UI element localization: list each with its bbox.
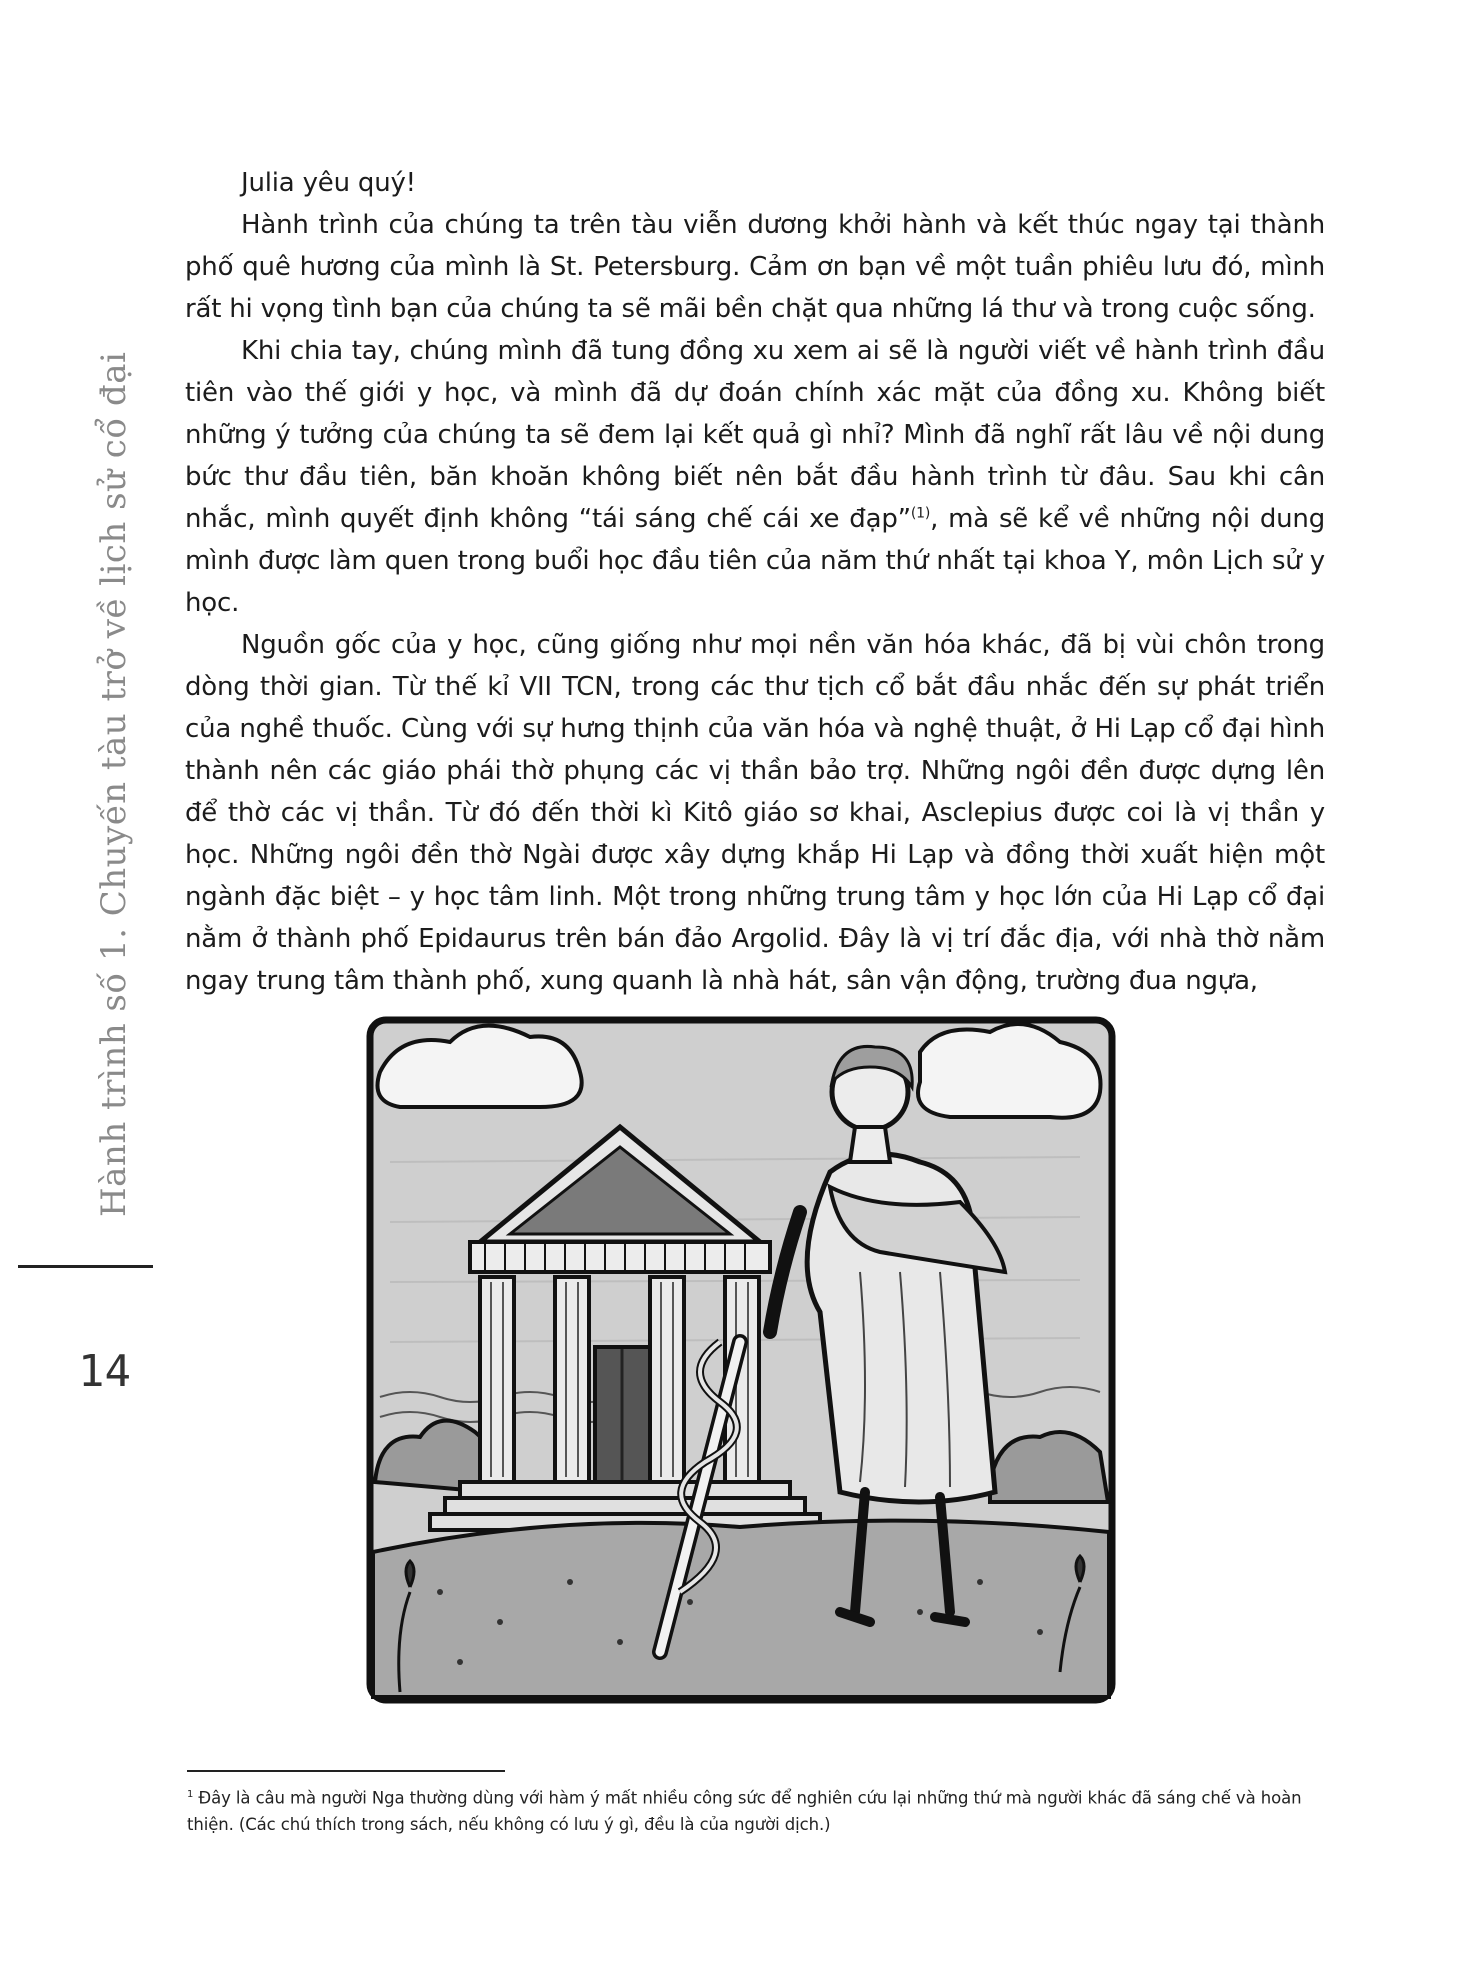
paragraph-2-part-a: Khi chia tay, chúng mình đã tung đồng xu xem ai sẽ là người viết về hành trình đầu tiên vào thế giới y học, và mình đã dự đoán chính xác mặt của đồng xu. Không biết những ý tưởng của chúng ta sẽ đem lại kết quả gì nhỉ? Mình đã nghĩ rất lâu về nội dung bức thư đầu tiên, băn khoăn không biết nên bắt đầu hành trình từ đâu. Sau khi cân nhắc, mình quyết định không “tái sáng chế cái xe đạp” xyxy=(185,336,1325,534)
footnote-marker: 1 xyxy=(187,1789,194,1800)
footnote-text: Đây là câu mà người Nga thường dùng với hàm ý mất nhiều công sức để nghiên cứu lại những thứ mà người khác đã sáng chế và hoàn thiện. (Các chú thích trong sách, nếu không có lưu ý gì, đều là của người dịch.) xyxy=(187,1788,1302,1834)
ground xyxy=(373,1521,1109,1697)
body-text xyxy=(185,162,1325,1002)
paragraph-1: Hành trình của chúng ta trên tàu viễn dương khởi hành và kết thúc ngay tại thành phố quê hương của mình là St. Petersburg. Cảm ơn bạn về một tuần phiêu lưu đó, mình rất hi vọng tình bạn của chúng ta sẽ mãi bền chặt qua những lá thư và trong cuộc sống. xyxy=(185,210,1325,324)
paragraph-2-part-b: , mà sẽ kể về những nội dung mình được làm quen trong buổi học đầu tiên của năm thứ nhất tại khoa Y, môn Lịch sử y học. xyxy=(185,504,1325,618)
paragraph-2 xyxy=(185,330,1325,624)
running-header: Hành trình số 1. Chuyến tàu trở về lịch sử cổ đại xyxy=(94,351,134,1217)
greeting: Julia yêu quý! xyxy=(241,168,416,198)
footnote-reference[interactable]: (1) xyxy=(910,505,931,522)
header-divider xyxy=(18,1265,153,1268)
footnote xyxy=(187,1782,1337,1838)
page-number: 14 xyxy=(78,1346,131,1397)
asclepius-illustration xyxy=(360,1012,1120,1707)
footnote-divider xyxy=(187,1770,505,1772)
paragraph-3: Nguồn gốc của y học, cũng giống như mọi nền văn hóa khác, đã bị vùi chôn trong dòng thời gian. Từ thế kỉ VII TCN, trong các thư tịch cổ bắt đầu nhắc đến sự phát triển của nghề thuốc. Cùng với sự hưng thịnh của văn hóa và nghệ thuật, ở Hi Lạp cổ đại hình thành nên các giáo phái thờ phụng các vị thần bảo trợ. Những ngôi đền được dựng lên để thờ các vị thần. Từ đó đến thời kì Kitô giáo sơ khai, Asclepius được coi là vị thần y học. Những ngôi đền thờ Ngài được xây dựng khắp Hi Lạp và đồng thời xuất hiện một ngành đặc biệt – y học tâm linh. Một trong những trung tâm y học lớn của Hi Lạp cổ đại nằm ở thành phố Epidaurus trên bán đảo Argolid. Đây là vị trí đắc địa, với nhà thờ nằm ngay trung tâm thành phố, xung quanh là nhà hát, sân vận động, trường đua ngựa, xyxy=(185,630,1325,996)
